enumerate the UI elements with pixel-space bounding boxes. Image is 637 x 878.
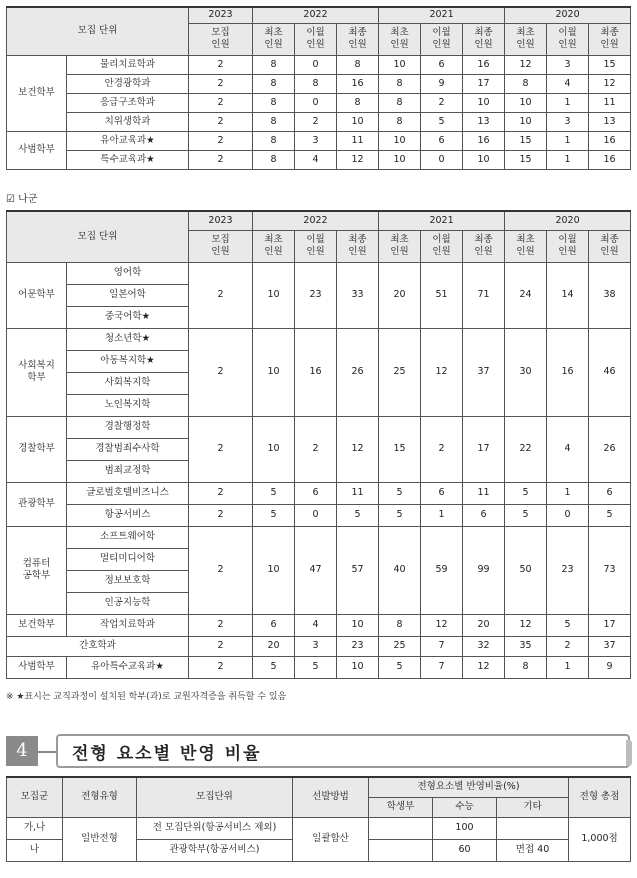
dept-name: 치위생학과 (67, 112, 189, 131)
value-cell: 17 (463, 416, 505, 482)
value-cell: 51 (421, 262, 463, 328)
dept-name: 안경광학과 (67, 74, 189, 93)
value-cell: 24 (505, 262, 547, 328)
header-year: 2023 (189, 7, 253, 23)
group-name: 보건학부 (7, 614, 67, 636)
section-number: 4 (6, 736, 38, 766)
value-cell: 12 (505, 614, 547, 636)
value-cell: 33 (337, 262, 379, 328)
header-sub: 이월 인원 (421, 230, 463, 262)
col-suneung: 수능 (433, 797, 497, 817)
value-cell: 3 (547, 112, 589, 131)
value-cell: 8 (379, 614, 421, 636)
type-cell: 일반전형 (63, 817, 137, 861)
value-cell: 6 (421, 131, 463, 150)
value-cell: 0 (421, 150, 463, 169)
col-other: 기타 (497, 797, 569, 817)
dept-name: 글로벌호텔비즈니스 (67, 482, 189, 504)
value-cell: 7 (421, 656, 463, 678)
header-sub: 최초 인원 (253, 230, 295, 262)
value-cell: 16 (337, 74, 379, 93)
dept-name: 범죄교정학 (67, 460, 189, 482)
value-cell: 10 (379, 131, 421, 150)
value-cell: 1 (421, 504, 463, 526)
value-cell: 5 (379, 656, 421, 678)
value-cell: 1 (547, 131, 589, 150)
header-sub: 최종 인원 (589, 23, 631, 55)
value-cell: 15 (505, 131, 547, 150)
value-cell: 25 (379, 328, 421, 416)
value-cell: 8 (505, 656, 547, 678)
col-method: 선발방법 (293, 777, 369, 817)
value-cell: 1 (547, 93, 589, 112)
value-cell: 2 (189, 150, 253, 169)
value-cell: 10 (253, 526, 295, 614)
row1-other (497, 817, 569, 839)
admission-table-na (6, 210, 631, 679)
value-cell: 50 (505, 526, 547, 614)
dept-name: 청소년학★ (67, 328, 189, 350)
value-cell: 8 (379, 93, 421, 112)
dept-name: 멀티미디어학 (67, 548, 189, 570)
value-cell: 8 (337, 93, 379, 112)
value-cell: 16 (295, 328, 337, 416)
value-cell: 26 (337, 328, 379, 416)
header-year: 2020 (505, 7, 631, 23)
col-total: 전형 총점 (569, 777, 631, 817)
dept-name: 노인복지학 (67, 394, 189, 416)
value-cell: 26 (589, 416, 631, 482)
value-cell: 2 (295, 112, 337, 131)
value-cell: 2 (421, 416, 463, 482)
value-cell: 5 (337, 504, 379, 526)
header-year: 2022 (253, 211, 379, 230)
value-cell: 2 (189, 93, 253, 112)
dept-name: 유아특수교육과★ (67, 656, 189, 678)
value-cell: 8 (253, 74, 295, 93)
value-cell: 2 (547, 636, 589, 656)
dept-name: 일본어학 (67, 284, 189, 306)
value-cell: 12 (463, 656, 505, 678)
value-cell: 20 (253, 636, 295, 656)
value-cell: 17 (463, 74, 505, 93)
value-cell: 59 (421, 526, 463, 614)
value-cell: 4 (547, 74, 589, 93)
value-cell: 13 (589, 112, 631, 131)
value-cell: 1 (547, 150, 589, 169)
col-ratio: 전형요소별 반영비율(%) (369, 777, 569, 797)
header-year: 2021 (379, 7, 505, 23)
value-cell: 8 (253, 93, 295, 112)
value-cell: 2 (189, 526, 253, 614)
value-cell: 2 (189, 504, 253, 526)
row1-unit: 전 모집단위(항공서비스 제외) (137, 817, 293, 839)
value-cell: 6 (463, 504, 505, 526)
header-sub: 이월 인원 (547, 230, 589, 262)
value-cell: 4 (295, 150, 337, 169)
value-cell: 0 (547, 504, 589, 526)
value-cell: 1 (547, 482, 589, 504)
header-unit: 모집 단위 (7, 211, 189, 262)
value-cell: 6 (589, 482, 631, 504)
value-cell: 8 (253, 150, 295, 169)
header-sub: 최종 인원 (589, 230, 631, 262)
value-cell: 14 (547, 262, 589, 328)
value-cell: 10 (505, 93, 547, 112)
value-cell: 40 (379, 526, 421, 614)
value-cell: 16 (589, 150, 631, 169)
value-cell: 5 (505, 504, 547, 526)
value-cell: 10 (505, 112, 547, 131)
value-cell: 10 (337, 614, 379, 636)
section-title-box (56, 734, 630, 768)
value-cell: 37 (589, 636, 631, 656)
value-cell: 57 (337, 526, 379, 614)
dept-name: 응급구조학과 (67, 93, 189, 112)
value-cell: 20 (463, 614, 505, 636)
group-name: 사범학부 (7, 131, 67, 169)
value-cell: 2 (189, 328, 253, 416)
header-unit: 모집 단위 (7, 7, 189, 55)
value-cell: 12 (337, 150, 379, 169)
value-cell: 15 (379, 416, 421, 482)
value-cell: 23 (295, 262, 337, 328)
group-name: 관광학부 (7, 482, 67, 526)
value-cell: 5 (253, 504, 295, 526)
value-cell: 0 (295, 55, 337, 74)
value-cell: 5 (253, 482, 295, 504)
row2-group: 나 (7, 839, 63, 861)
row1-student (369, 817, 433, 839)
value-cell: 30 (505, 328, 547, 416)
group-name: 컴퓨터 공학부 (7, 526, 67, 614)
value-cell: 2 (189, 656, 253, 678)
value-cell: 13 (463, 112, 505, 131)
value-cell: 38 (589, 262, 631, 328)
value-cell: 10 (337, 112, 379, 131)
row2-unit: 관광학부(항공서비스) (137, 839, 293, 861)
value-cell: 47 (295, 526, 337, 614)
dept-name: 정보보호학 (67, 570, 189, 592)
group-name: 보건학부 (7, 55, 67, 131)
header-sub: 최종 인원 (337, 230, 379, 262)
value-cell: 8 (295, 74, 337, 93)
header-sub: 최초 인원 (379, 23, 421, 55)
value-cell: 8 (253, 131, 295, 150)
header-sub: 모집 인원 (189, 23, 253, 55)
value-cell: 20 (379, 262, 421, 328)
value-cell: 2 (189, 614, 253, 636)
dept-name: 경찰범죄수사학 (67, 438, 189, 460)
value-cell: 2 (189, 112, 253, 131)
value-cell: 2 (295, 416, 337, 482)
value-cell: 7 (421, 636, 463, 656)
value-cell: 73 (589, 526, 631, 614)
col-type: 전형유형 (63, 777, 137, 817)
dept-name: 사회복지학 (67, 372, 189, 394)
dept-name: 영어학 (67, 262, 189, 284)
dept-name: 작업치료학과 (67, 614, 189, 636)
group-name: 사범학부 (7, 656, 67, 678)
checkbox-icon: ☑ (6, 194, 15, 205)
value-cell: 0 (295, 93, 337, 112)
value-cell: 22 (505, 416, 547, 482)
value-cell: 23 (547, 526, 589, 614)
value-cell: 3 (295, 131, 337, 150)
value-cell: 10 (253, 262, 295, 328)
value-cell: 2 (421, 93, 463, 112)
value-cell: 5 (505, 482, 547, 504)
value-cell: 12 (421, 328, 463, 416)
header-sub: 이월 인원 (295, 230, 337, 262)
group-name: 경찰학부 (7, 416, 67, 482)
value-cell: 32 (463, 636, 505, 656)
value-cell: 5 (379, 504, 421, 526)
row2-other: 면접 40 (497, 839, 569, 861)
value-cell: 6 (421, 55, 463, 74)
header-year: 2023 (189, 211, 253, 230)
value-cell: 12 (421, 614, 463, 636)
header-sub: 최종 인원 (463, 23, 505, 55)
header-sub: 최초 인원 (505, 230, 547, 262)
row2-suneung: 60 (433, 839, 497, 861)
value-cell: 2 (189, 131, 253, 150)
value-cell: 5 (379, 482, 421, 504)
value-cell: 8 (337, 55, 379, 74)
section-4-header (6, 734, 630, 768)
header-sub: 이월 인원 (295, 23, 337, 55)
value-cell: 5 (295, 656, 337, 678)
value-cell: 8 (253, 55, 295, 74)
value-cell: 15 (505, 150, 547, 169)
value-cell: 37 (463, 328, 505, 416)
value-cell: 16 (589, 131, 631, 150)
value-cell: 5 (589, 504, 631, 526)
value-cell: 12 (589, 74, 631, 93)
header-sub: 최초 인원 (379, 230, 421, 262)
value-cell: 9 (421, 74, 463, 93)
header-year: 2021 (379, 211, 505, 230)
value-cell: 11 (463, 482, 505, 504)
value-cell: 6 (421, 482, 463, 504)
value-cell: 12 (505, 55, 547, 74)
section-title: 전형 요소별 반영 비율 (72, 744, 262, 764)
header-sub: 이월 인원 (547, 23, 589, 55)
value-cell: 10 (463, 150, 505, 169)
header-year: 2020 (505, 211, 631, 230)
value-cell: 5 (547, 614, 589, 636)
value-cell: 0 (295, 504, 337, 526)
value-cell: 16 (463, 55, 505, 74)
value-cell: 71 (463, 262, 505, 328)
dept-name: 유아교육과★ (67, 131, 189, 150)
section-connector (38, 751, 56, 753)
value-cell: 2 (189, 482, 253, 504)
value-cell: 2 (189, 416, 253, 482)
value-cell: 2 (189, 262, 253, 328)
footnote: ※ ★표시는 교직과정이 설치된 학부(과)로 교원자격증을 취득할 수 있음 (6, 692, 287, 702)
header-sub: 이월 인원 (421, 23, 463, 55)
value-cell: 8 (253, 112, 295, 131)
admission-table-ga (6, 6, 631, 170)
dept-name: 중국어학★ (67, 306, 189, 328)
row1-group: 가,나 (7, 817, 63, 839)
value-cell: 6 (253, 614, 295, 636)
value-cell: 99 (463, 526, 505, 614)
value-cell: 3 (295, 636, 337, 656)
value-cell: 16 (547, 328, 589, 416)
value-cell: 8 (505, 74, 547, 93)
selection-ratio-table (6, 776, 631, 862)
value-cell: 3 (547, 55, 589, 74)
value-cell: 12 (337, 416, 379, 482)
dept-name: 항공서비스 (67, 504, 189, 526)
value-cell: 2 (189, 74, 253, 93)
dept-name: 소프트웨어학 (67, 526, 189, 548)
section-nagun-label: 나군 (18, 194, 38, 205)
value-cell: 16 (463, 131, 505, 150)
value-cell: 9 (589, 656, 631, 678)
value-cell: 11 (337, 482, 379, 504)
value-cell: 2 (189, 636, 253, 656)
value-cell: 1 (547, 656, 589, 678)
header-sub: 최종 인원 (463, 230, 505, 262)
header-sub: 최초 인원 (505, 23, 547, 55)
value-cell: 4 (547, 416, 589, 482)
value-cell: 11 (337, 131, 379, 150)
col-group: 모집군 (7, 777, 63, 817)
header-sub: 최초 인원 (253, 23, 295, 55)
value-cell: 23 (337, 636, 379, 656)
value-cell: 4 (295, 614, 337, 636)
header-sub: 모집 인원 (189, 230, 253, 262)
group-name: 어문학부 (7, 262, 67, 328)
value-cell: 25 (379, 636, 421, 656)
col-student: 학생부 (369, 797, 433, 817)
header-sub: 최종 인원 (337, 23, 379, 55)
dept-name: 물리치료학과 (67, 55, 189, 74)
row2-student (369, 839, 433, 861)
col-unit: 모집단위 (137, 777, 293, 817)
dept-name: 경찰행정학 (67, 416, 189, 438)
total-cell: 1,000점 (569, 817, 631, 861)
value-cell: 10 (379, 55, 421, 74)
value-cell: 15 (589, 55, 631, 74)
header-year: 2022 (253, 7, 379, 23)
value-cell: 46 (589, 328, 631, 416)
value-cell: 35 (505, 636, 547, 656)
dept-name: 인공지능학 (67, 592, 189, 614)
value-cell: 6 (295, 482, 337, 504)
row1-suneung: 100 (433, 817, 497, 839)
value-cell: 11 (589, 93, 631, 112)
value-cell: 10 (379, 150, 421, 169)
value-cell: 10 (253, 328, 295, 416)
value-cell: 10 (463, 93, 505, 112)
value-cell: 2 (189, 55, 253, 74)
value-cell: 10 (253, 416, 295, 482)
value-cell: 5 (253, 656, 295, 678)
section-nagun (6, 190, 37, 205)
group-name: 사회복지 학부 (7, 328, 67, 416)
value-cell: 8 (379, 74, 421, 93)
value-cell: 10 (337, 656, 379, 678)
value-cell: 8 (379, 112, 421, 131)
dept-name: 특수교육과★ (67, 150, 189, 169)
value-cell: 17 (589, 614, 631, 636)
value-cell: 5 (421, 112, 463, 131)
dept-name: 간호학과 (7, 636, 189, 656)
dept-name: 아동복지학★ (67, 350, 189, 372)
method-cell: 일괄합산 (293, 817, 369, 861)
